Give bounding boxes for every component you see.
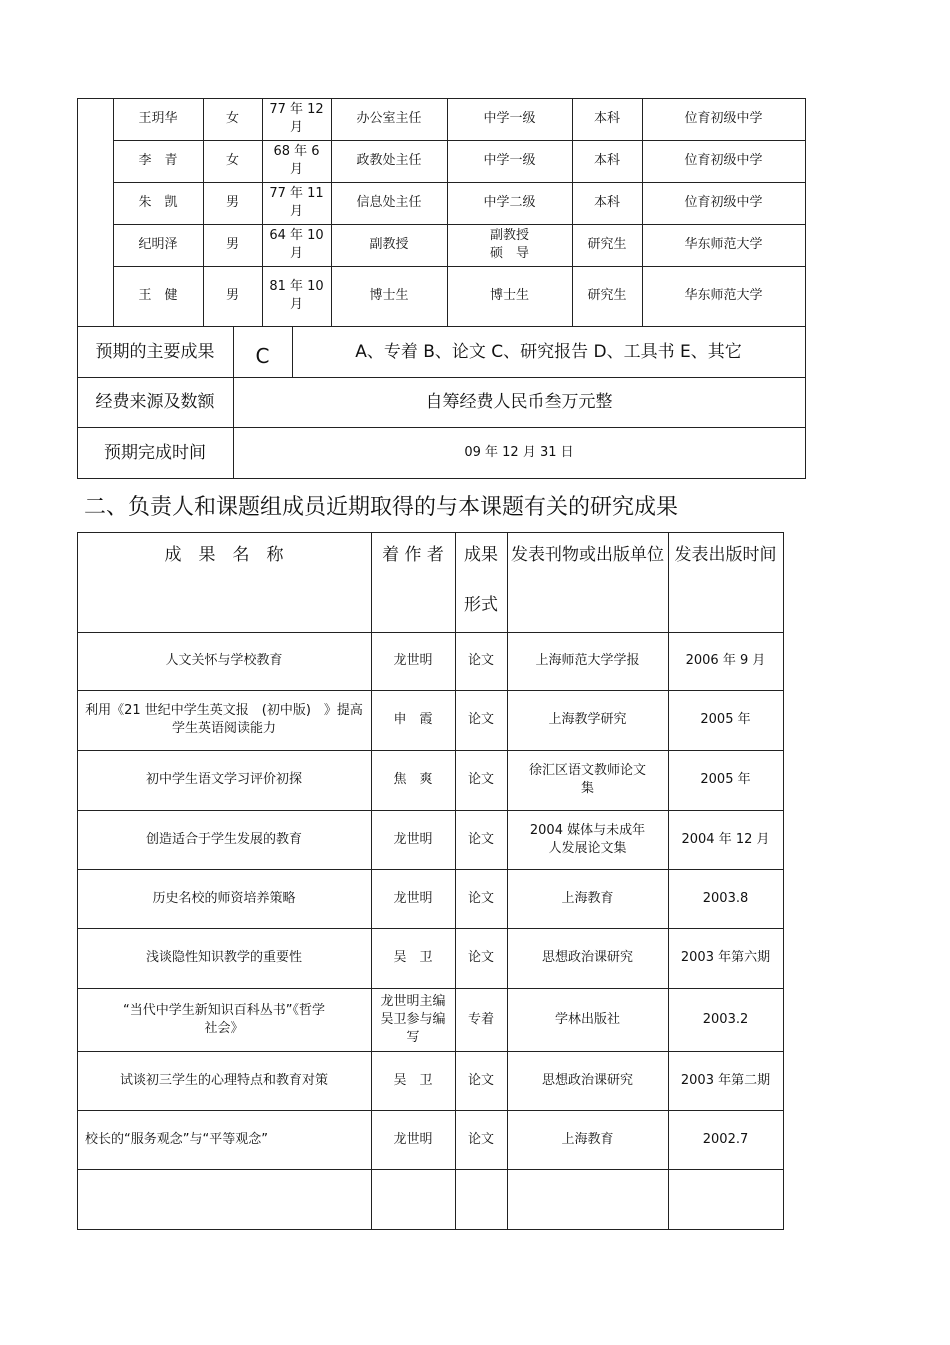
result-name: 历史名校的师资培养策略 bbox=[152, 890, 296, 906]
result-name: 浅谈隐性知识教学的重要性 bbox=[145, 950, 302, 965]
member-name: 李 青 bbox=[138, 153, 178, 168]
member-unit: 华东师范大学 bbox=[684, 237, 763, 252]
result-author: 龙世明主编吴卫参与编写 bbox=[380, 993, 446, 1045]
result-form: 论文 bbox=[467, 890, 494, 906]
member-degree: 本科 bbox=[593, 195, 620, 210]
result-name bbox=[77, 1169, 371, 1229]
result-name: 人文关怀与学校教育 bbox=[165, 653, 283, 668]
header-form-line1: 成果 bbox=[464, 545, 498, 565]
member-name: 王 健 bbox=[138, 288, 178, 303]
member-birth: 64 年 10 月 bbox=[269, 228, 324, 261]
result-publisher: 上海教育 bbox=[561, 890, 614, 906]
result-date: 2003 年第二期 bbox=[680, 1072, 771, 1088]
result-form: 论文 bbox=[467, 712, 494, 727]
completion-value: 09 年 12 月 31 日 bbox=[464, 444, 574, 460]
result-name: “当代中学生新知识百科丛书”《哲学社会》 bbox=[123, 1002, 325, 1036]
member-name: 纪明泽 bbox=[138, 237, 178, 252]
result-publisher: 思想政治课研究 bbox=[541, 1072, 633, 1088]
member-gender: 男 bbox=[225, 195, 239, 210]
member-unit: 位育初级中学 bbox=[684, 111, 763, 126]
member-gender: 男 bbox=[225, 288, 239, 303]
result-publisher bbox=[507, 1169, 668, 1229]
member-birth: 77 年 12 月 bbox=[269, 102, 324, 135]
result-date: 2003.8 bbox=[702, 890, 749, 906]
result-form: 论文 bbox=[467, 831, 494, 847]
member-birth: 77 年 11 月 bbox=[269, 186, 324, 219]
completion-label: 预期完成时间 bbox=[104, 442, 206, 463]
member-gender: 男 bbox=[225, 237, 239, 252]
section-title: 二、负责人和课题组成员近期取得的与本课题有关的研究成果 bbox=[84, 495, 679, 520]
member-position: 副教授 bbox=[369, 237, 409, 252]
result-date: 2004 年 12 月 bbox=[681, 831, 770, 847]
result-publisher: 思想政治课研究 bbox=[541, 950, 633, 965]
result-date: 2006 年 9 月 bbox=[685, 653, 766, 668]
funding-label: 经费来源及数额 bbox=[95, 392, 215, 412]
result-form bbox=[455, 1169, 507, 1229]
result-name: 创造适合于学生发展的教育 bbox=[145, 831, 302, 847]
result-publisher: 上海师范大学学报 bbox=[535, 653, 640, 668]
result-form: 论文 bbox=[467, 772, 494, 787]
member-title: 中学一级 bbox=[483, 111, 536, 126]
result-date: 2005 年 bbox=[700, 772, 751, 787]
result-date: 2003 年第六期 bbox=[680, 950, 771, 965]
result-date bbox=[668, 1169, 783, 1229]
result-author: 龙世明 bbox=[393, 831, 433, 847]
header-result-name: 成 果 名 称 bbox=[164, 545, 284, 565]
result-date: 2005 年 bbox=[700, 712, 751, 727]
result-form: 论文 bbox=[467, 653, 494, 668]
funding-value: 自筹经费人民币叁万元整 bbox=[425, 392, 613, 412]
member-birth: 81 年 10 月 bbox=[269, 279, 324, 312]
result-author: 吴 卫 bbox=[393, 950, 433, 965]
member-degree: 研究生 bbox=[587, 237, 627, 252]
result-name: 校长的“服务观念”与“平等观念” bbox=[85, 1131, 268, 1147]
expected-results-label: 预期的主要成果 bbox=[95, 341, 215, 362]
result-publisher: 上海教育 bbox=[561, 1131, 614, 1147]
member-gender: 女 bbox=[225, 153, 239, 168]
member-title: 副教授 硕 导 bbox=[489, 228, 529, 261]
result-publisher: 徐汇区语文教师论文集 bbox=[528, 763, 646, 796]
result-form: 论文 bbox=[467, 1072, 494, 1088]
member-name: 王玥华 bbox=[138, 111, 178, 126]
result-form: 论文 bbox=[467, 1131, 494, 1147]
member-degree: 本科 bbox=[593, 153, 620, 168]
member-degree: 本科 bbox=[593, 111, 620, 126]
member-title: 博士生 bbox=[489, 288, 529, 303]
header-date: 发表出版时间 bbox=[674, 545, 777, 565]
result-author: 龙世明 bbox=[393, 1131, 433, 1147]
result-author: 吴 卫 bbox=[393, 1072, 433, 1088]
result-name: 利用《21 世纪中学生英文报 (初中版) 》提高学生英语阅读能力 bbox=[85, 703, 363, 736]
member-unit: 位育初级中学 bbox=[684, 195, 763, 210]
result-publisher: 2004 媒体与未成年人发展论文集 bbox=[529, 822, 646, 856]
member-position: 信息处主任 bbox=[356, 195, 422, 210]
result-author: 龙世明 bbox=[393, 653, 433, 668]
result-date: 2002.7 bbox=[702, 1131, 749, 1147]
header-author: 着 作 者 bbox=[382, 545, 444, 565]
member-position: 政教处主任 bbox=[356, 153, 422, 168]
result-date: 2003.2 bbox=[702, 1011, 749, 1027]
member-title: 中学一级 bbox=[483, 153, 536, 168]
result-author: 申 霞 bbox=[393, 712, 433, 727]
member-position: 办公室主任 bbox=[356, 111, 422, 126]
result-name: 试谈初三学生的心理特点和教育对策 bbox=[119, 1072, 328, 1088]
result-author bbox=[371, 1169, 455, 1229]
member-degree: 研究生 bbox=[587, 288, 627, 303]
result-publisher: 上海教学研究 bbox=[548, 712, 627, 727]
member-birth: 68 年 6 月 bbox=[273, 144, 320, 177]
result-form: 论文 bbox=[467, 950, 494, 965]
member-title: 中学二级 bbox=[483, 195, 536, 210]
member-unit: 华东师范大学 bbox=[684, 288, 763, 303]
result-form: 专着 bbox=[467, 1011, 494, 1027]
expected-results-choice: C bbox=[255, 343, 270, 368]
member-unit: 位育初级中学 bbox=[684, 153, 763, 168]
result-publisher: 学林出版社 bbox=[554, 1011, 620, 1027]
result-author: 龙世明 bbox=[393, 890, 433, 906]
header-form-line2: 形式 bbox=[464, 595, 498, 615]
expected-results-options: A、专着 B、论文 C、研究报告 D、工具书 E、其它 bbox=[355, 341, 742, 362]
member-gender: 女 bbox=[225, 111, 239, 126]
result-name: 初中学生语文学习评价初探 bbox=[145, 772, 302, 787]
header-publisher: 发表刊物或出版单位 bbox=[511, 545, 664, 565]
result-author: 焦 爽 bbox=[393, 772, 433, 787]
member-name: 朱 凯 bbox=[138, 195, 178, 210]
member-position: 博士生 bbox=[369, 288, 409, 303]
